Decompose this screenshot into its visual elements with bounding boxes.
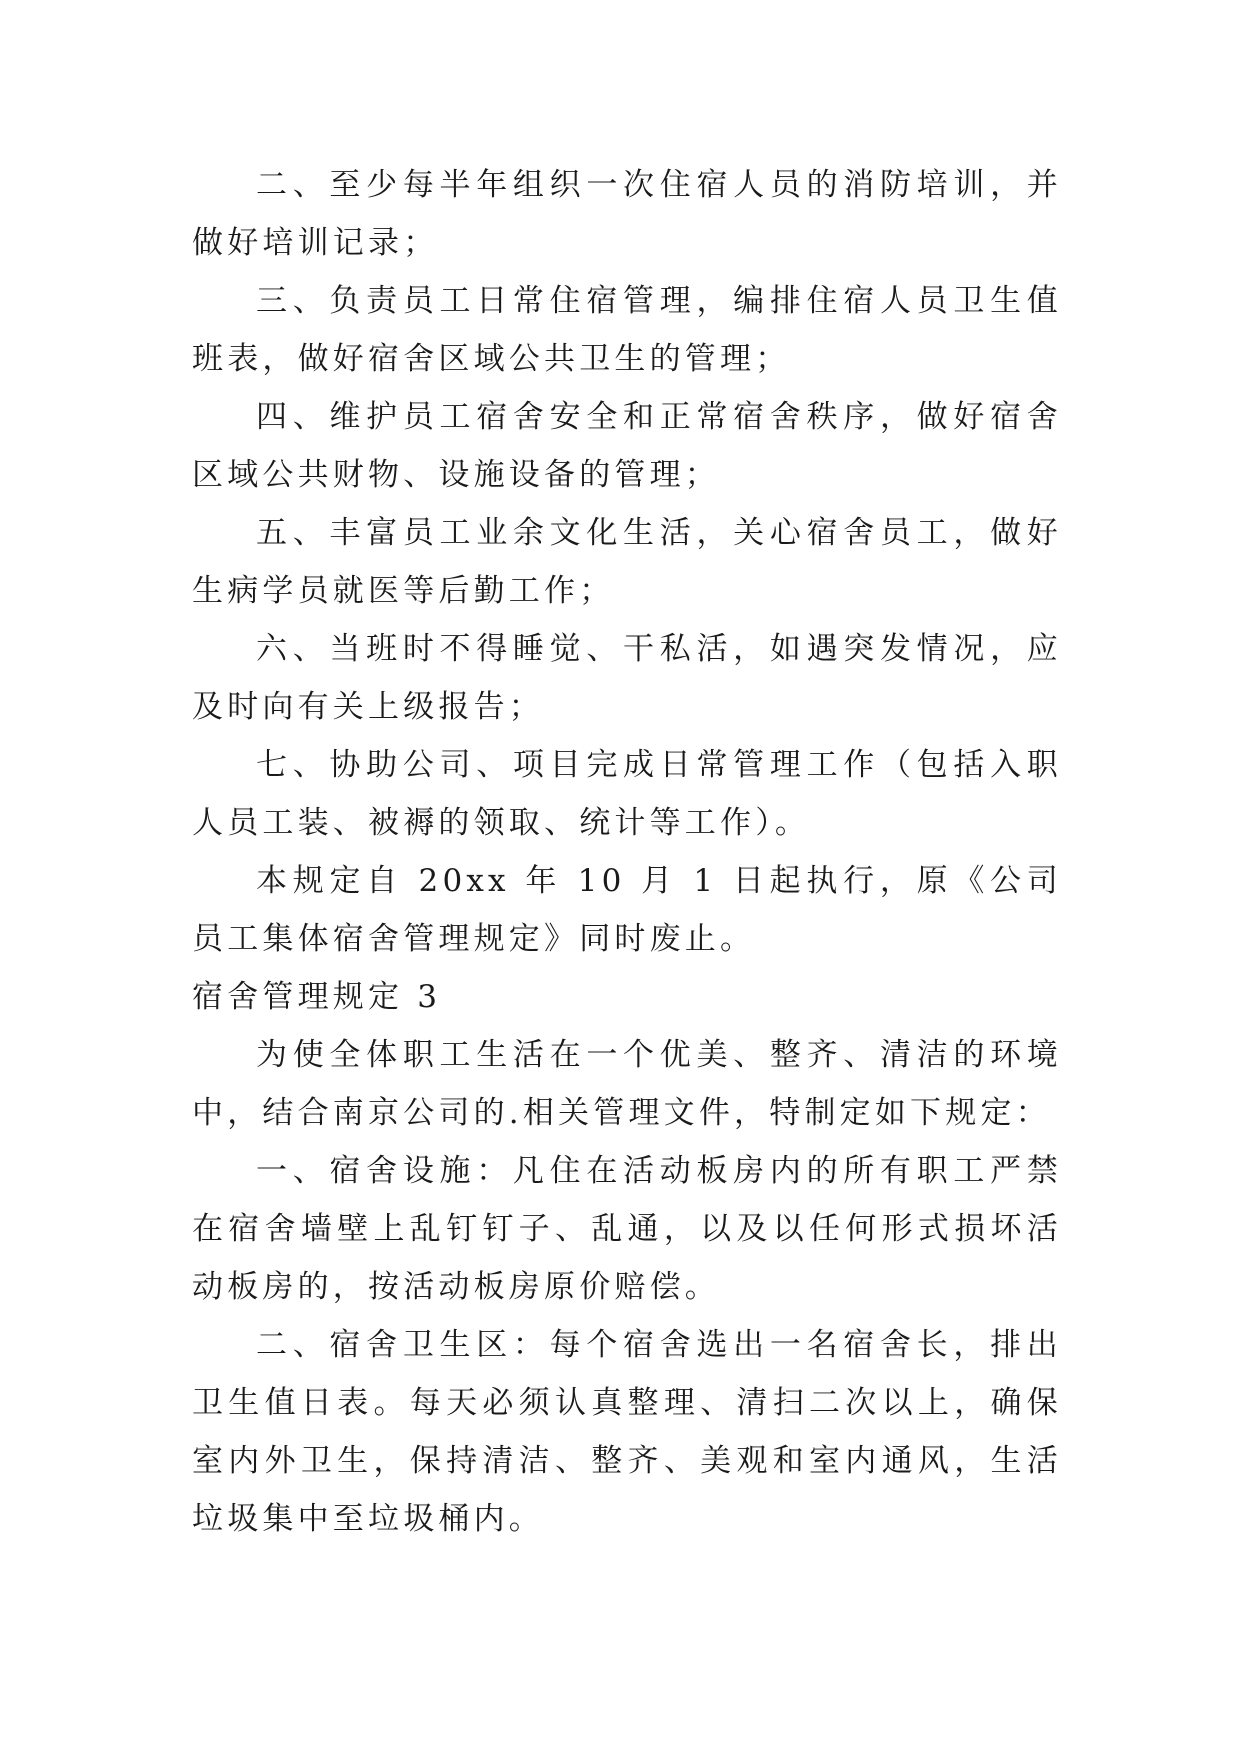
document-body: [192, 156, 1062, 1548]
paragraph-intro: 为使全体职工生活在一个优美、整齐、清洁的环境中，结合南京公司的.相关管理文件，特制定如下规定：: [192, 1037, 1062, 1131]
paragraph-cultural-life: 五、丰富员工业余文化生活，关心宿舍员工，做好生病学员就医等后勤工作；: [192, 515, 1062, 609]
paragraph-daily-management: 三、负责员工日常住宿管理，编排住宿人员卫生值班表，做好宿舍区域公共卫生的管理；: [192, 283, 1062, 377]
paragraph-facilities: 一、宿舍设施：凡住在活动板房内的所有职工严禁在宿舍墙壁上乱钉钉子、乱通，以及以任何形式损坏活动板房的，按活动板房原价赔偿。: [192, 1153, 1062, 1305]
paragraph-assist-company: 七、协助公司、项目完成日常管理工作（包括入职人员工装、被褥的领取、统计等工作）。: [192, 747, 1062, 841]
paragraph-effective-date: 本规定自 20xx 年 10 月 1 日起执行，原《公司员工集体宿舍管理规定》同时废止。: [192, 863, 1062, 957]
paragraph-hygiene: 二、宿舍卫生区：每个宿舍选出一名宿舍长，排出卫生值日表。每天必须认真整理、清扫二次以上，确保室内外卫生，保持清洁、整齐、美观和室内通风，生活垃圾集中至垃圾桶内。: [192, 1327, 1062, 1537]
paragraph-fire-training: 二、至少每半年组织一次住宿人员的消防培训，并做好培训记录；: [192, 167, 1062, 261]
section-title: 宿舍管理规定 3: [192, 979, 442, 1015]
paragraph-safety-order: 四、维护员工宿舍安全和正常宿舍秩序，做好宿舍区域公共财物、设施设备的管理；: [192, 399, 1062, 493]
paragraph-duty-rules: 六、当班时不得睡觉、干私活，如遇突发情况，应及时向有关上级报告；: [192, 631, 1062, 725]
